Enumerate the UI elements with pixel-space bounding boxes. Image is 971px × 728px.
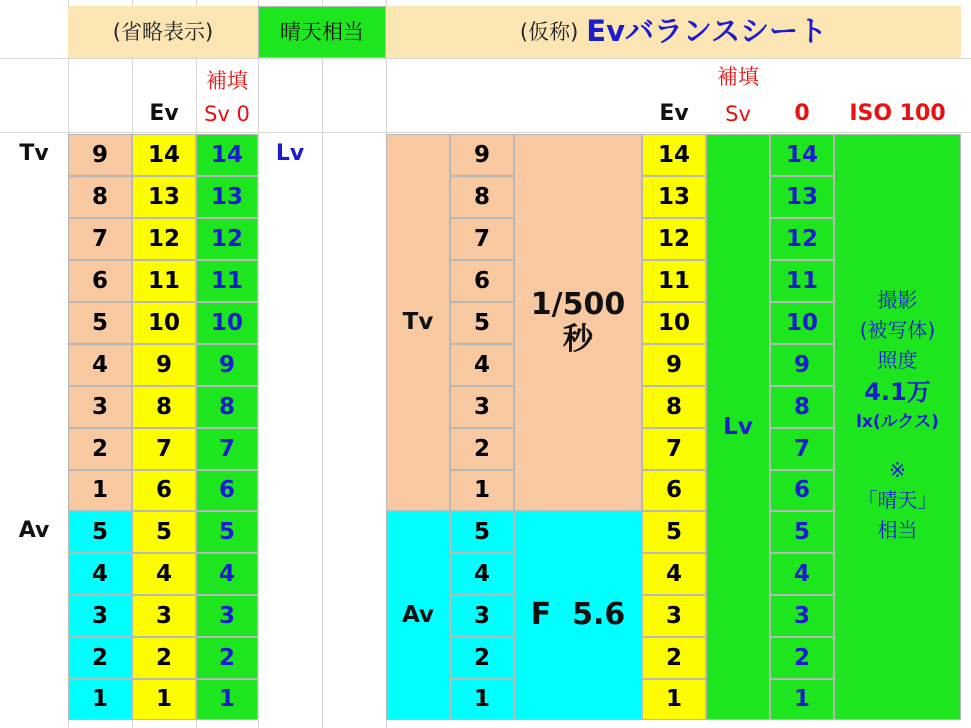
left-ev-cell: 2	[132, 637, 196, 679]
left-lv-cell: 14	[196, 134, 258, 176]
right-lv-cell: 4	[770, 553, 834, 595]
note-mark: ※	[889, 458, 906, 482]
right-ev-cell: 9	[642, 344, 706, 386]
right-lv-cell: 14	[770, 134, 834, 176]
note-line1: 撮影	[877, 288, 918, 312]
right-lv-cell: 1	[770, 679, 834, 720]
right-step-cell: 1	[450, 679, 514, 720]
right-step-cell: 4	[450, 553, 514, 595]
shutter-speed-block	[514, 134, 642, 511]
left-hosei-header: 補填	[206, 68, 248, 93]
aperture-value: F 5.6	[530, 597, 626, 633]
right-tv-label: Tv	[402, 309, 434, 336]
note-illuminance-value: 4.1万	[864, 378, 931, 406]
left-step-cell: 3	[68, 595, 132, 637]
left-av-label: Av	[18, 518, 50, 544]
abbrev-label: (省略表示)	[68, 6, 258, 58]
right-ev-cell: 8	[642, 386, 706, 428]
right-step-cell: 3	[450, 386, 514, 428]
right-step-cell: 6	[450, 260, 514, 302]
aperture-block	[514, 511, 642, 720]
left-step-cell: 1	[68, 679, 132, 720]
left-lv-cell: 11	[196, 260, 258, 302]
right-ev-cell: 10	[642, 302, 706, 344]
right-lv-cell: 7	[770, 428, 834, 470]
title-main: Evバランスシート	[586, 14, 828, 49]
left-lv-cell: 1	[196, 679, 258, 720]
left-step-cell: 5	[68, 511, 132, 553]
right-tv-block	[386, 134, 450, 511]
left-ev-cell: 3	[132, 595, 196, 637]
right-ev-cell: 13	[642, 176, 706, 218]
right-step-cell: 5	[450, 511, 514, 553]
right-step-cell: 3	[450, 595, 514, 637]
left-ev-cell: 8	[132, 386, 196, 428]
note-line2: (被写体)	[859, 318, 936, 342]
shutter-speed-value: 1/500	[530, 287, 626, 322]
left-ev-cell: 6	[132, 470, 196, 511]
sheet-title	[386, 6, 961, 58]
right-ev-cell: 2	[642, 637, 706, 679]
illuminance-note	[834, 134, 961, 720]
left-lv-cell: 2	[196, 637, 258, 679]
left-ev-cell: 7	[132, 428, 196, 470]
left-tv-label: Tv	[19, 141, 49, 167]
right-ev-cell: 14	[642, 134, 706, 176]
right-ev-cell: 4	[642, 553, 706, 595]
left-lv-label: Lv	[275, 141, 305, 167]
right-ev-cell: 7	[642, 428, 706, 470]
right-lv-cell: 6	[770, 470, 834, 511]
left-ev-cell: 1	[132, 679, 196, 720]
left-step-cell: 4	[68, 344, 132, 386]
right-ev-cell: 12	[642, 218, 706, 260]
left-step-cell: 7	[68, 218, 132, 260]
gridline	[322, 0, 323, 728]
gridline	[0, 58, 971, 59]
note-line3: 照度	[877, 348, 918, 372]
right-step-cell: 9	[450, 134, 514, 176]
shutter-speed-unit: 秒	[563, 321, 593, 357]
right-av-block	[386, 511, 450, 720]
right-step-cell: 2	[450, 637, 514, 679]
left-step-cell: 2	[68, 428, 132, 470]
right-step-cell: 8	[450, 176, 514, 218]
left-ev-cell: 13	[132, 176, 196, 218]
right-av-label: Av	[402, 602, 434, 629]
left-lv-cell: 6	[196, 470, 258, 511]
left-step-cell: 2	[68, 637, 132, 679]
left-step-cell: 9	[68, 134, 132, 176]
note-unit: lx(ルクス)	[856, 412, 939, 432]
right-step-cell: 5	[450, 302, 514, 344]
right-ev-cell: 11	[642, 260, 706, 302]
right-lv-block	[706, 134, 770, 720]
left-ev-cell: 12	[132, 218, 196, 260]
title-prefix: (仮称)	[519, 19, 579, 44]
left-ev-cell: 10	[132, 302, 196, 344]
right-lv-cell: 5	[770, 511, 834, 553]
right-ev-cell: 5	[642, 511, 706, 553]
left-lv-cell: 4	[196, 553, 258, 595]
left-lv-cell: 7	[196, 428, 258, 470]
left-lv-cell: 13	[196, 176, 258, 218]
left-step-cell: 5	[68, 302, 132, 344]
right-ev-cell: 1	[642, 679, 706, 720]
left-step-cell: 4	[68, 553, 132, 595]
left-lv-cell: 3	[196, 595, 258, 637]
left-ev-cell: 14	[132, 134, 196, 176]
left-ev-cell: 11	[132, 260, 196, 302]
left-step-cell: 3	[68, 386, 132, 428]
right-step-cell: 4	[450, 344, 514, 386]
right-zero-header: 0	[794, 101, 810, 127]
right-lv-cell: 3	[770, 595, 834, 637]
right-ev-cell: 6	[642, 470, 706, 511]
right-lv-cell: 9	[770, 344, 834, 386]
right-ev-header: Ev	[659, 101, 689, 127]
right-step-cell: 2	[450, 428, 514, 470]
right-ev-cell: 3	[642, 595, 706, 637]
left-ev-cell: 9	[132, 344, 196, 386]
left-ev-cell: 5	[132, 511, 196, 553]
iso-header: ISO 100	[849, 101, 946, 127]
gridline	[258, 0, 259, 728]
right-lv-label: Lv	[723, 413, 753, 440]
right-hosei-header: 補填	[717, 64, 759, 89]
left-step-cell: 1	[68, 470, 132, 511]
right-lv-cell: 10	[770, 302, 834, 344]
left-ev-cell: 4	[132, 553, 196, 595]
left-sv-header: Sv 0	[204, 101, 250, 126]
right-sv-header: Sv	[725, 101, 751, 126]
right-lv-cell: 12	[770, 218, 834, 260]
note-line7: 「晴天」	[857, 488, 938, 512]
note-line8: 相当	[877, 518, 918, 542]
right-lv-cell: 13	[770, 176, 834, 218]
left-ev-header: Ev	[149, 101, 179, 127]
right-lv-cell: 8	[770, 386, 834, 428]
right-lv-cell: 2	[770, 637, 834, 679]
left-lv-cell: 9	[196, 344, 258, 386]
gridline	[0, 132, 971, 133]
right-lv-cell: 11	[770, 260, 834, 302]
left-lv-cell: 12	[196, 218, 258, 260]
left-lv-cell: 10	[196, 302, 258, 344]
sunny-equivalent-label: 晴天相当	[258, 6, 386, 58]
right-step-cell: 1	[450, 470, 514, 511]
left-step-cell: 8	[68, 176, 132, 218]
right-step-cell: 7	[450, 218, 514, 260]
left-step-cell: 6	[68, 260, 132, 302]
left-lv-cell: 8	[196, 386, 258, 428]
left-lv-cell: 5	[196, 511, 258, 553]
